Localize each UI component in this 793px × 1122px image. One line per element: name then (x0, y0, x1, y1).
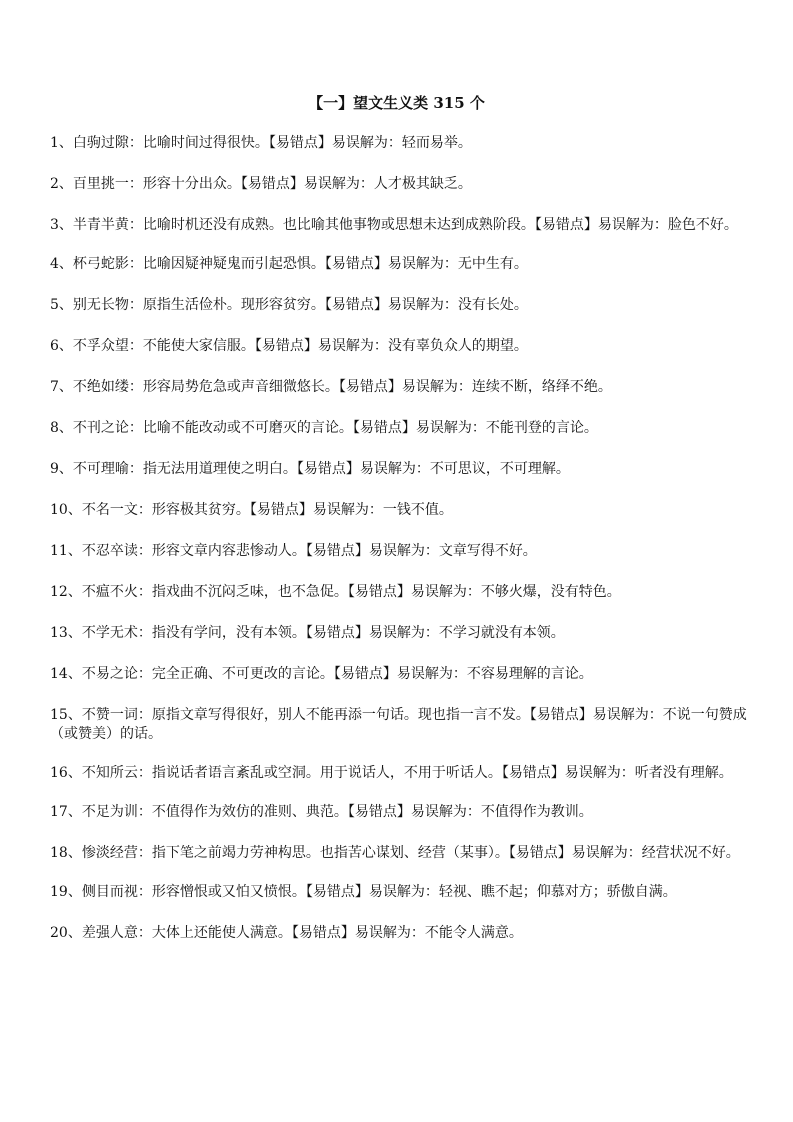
idiom-entry: 8、不刊之论：比喻不能改动或不可磨灭的言论。【易错点】易误解为：不能刊登的言论。 (50, 420, 598, 436)
idiom-entry-list (50, 134, 755, 965)
idiom-entry: 4、杯弓蛇影：比喻因疑神疑鬼而引起恐惧。【易错点】易误解为：无中生有。 (50, 256, 528, 272)
idiom-entry: 15、不赞一词：原指文章写得很好，别人不能再添一句话。现也指一言不发。【易错点】易误解为：不说一句赞成（或赞美）的话。 (50, 707, 747, 742)
idiom-entry: 6、不孚众望：不能使大家信服。【易错点】易误解为：没有辜负众人的期望。 (50, 338, 528, 354)
idiom-entry: 5、别无长物：原指生活俭朴。现形容贫穷。【易错点】易误解为：没有长处。 (50, 297, 528, 313)
idiom-entry: 7、不绝如缕：形容局势危急或声音细微悠长。【易错点】易误解为：连续不断，络绎不绝。 (50, 379, 612, 395)
idiom-entry: 16、不知所云：指说话者语言紊乱或空洞。用于说话人，不用于听话人。【易错点】易误解为：听者没有理解。 (50, 765, 733, 781)
idiom-entry: 2、百里挑一：形容十分出众。【易错点】易误解为：人才极其缺乏。 (50, 176, 472, 192)
idiom-entry: 17、不足为训：不值得作为效仿的准则、典范。【易错点】易误解为：不值得作为教训。 (50, 804, 593, 820)
idiom-entry: 3、半青半黄：比喻时机还没有成熟。也比喻其他事物或思想未达到成熟阶段。【易错点】易误解为：脸色不好。 (50, 217, 738, 233)
idiom-entry: 9、不可理喻：指无法用道理使之明白。【易错点】易误解为：不可思议，不可理解。 (50, 461, 570, 477)
document-title: 【一】望文生义类 315 个 (308, 94, 485, 112)
idiom-entry: 1、白驹过隙：比喻时间过得很快。【易错点】易误解为：轻而易举。 (50, 135, 472, 151)
idiom-entry: 11、不忍卒读：形容文章内容悲惨动人。【易错点】易误解为：文章写得不好。 (50, 543, 537, 559)
idiom-entry: 20、差强人意：大体上还能使人满意。【易错点】易误解为：不能令人满意。 (50, 925, 523, 941)
idiom-entry: 14、不易之论：完全正确、不可更改的言论。【易错点】易误解为：不容易理解的言论。 (50, 666, 593, 682)
idiom-entry: 19、侧目而视：形容憎恨或又怕又愤恨。【易错点】易误解为：轻视、瞧不起；仰慕对方；骄傲自满。 (50, 884, 677, 900)
idiom-entry: 13、不学无术：指没有学问，没有本领。【易错点】易误解为：不学习就没有本领。 (50, 625, 565, 641)
idiom-entry: 12、不瘟不火：指戏曲不沉闷乏味，也不急促。【易错点】易误解为：不够火爆，没有特色。 (50, 584, 621, 600)
idiom-entry: 18、惨淡经营：指下笔之前竭力劳神构思。也指苦心谋划、经营（某事）。【易错点】易误解为：经营状况不好。 (50, 845, 740, 861)
idiom-entry: 10、不名一文：形容极其贫穷。【易错点】易误解为：一钱不值。 (50, 502, 453, 518)
